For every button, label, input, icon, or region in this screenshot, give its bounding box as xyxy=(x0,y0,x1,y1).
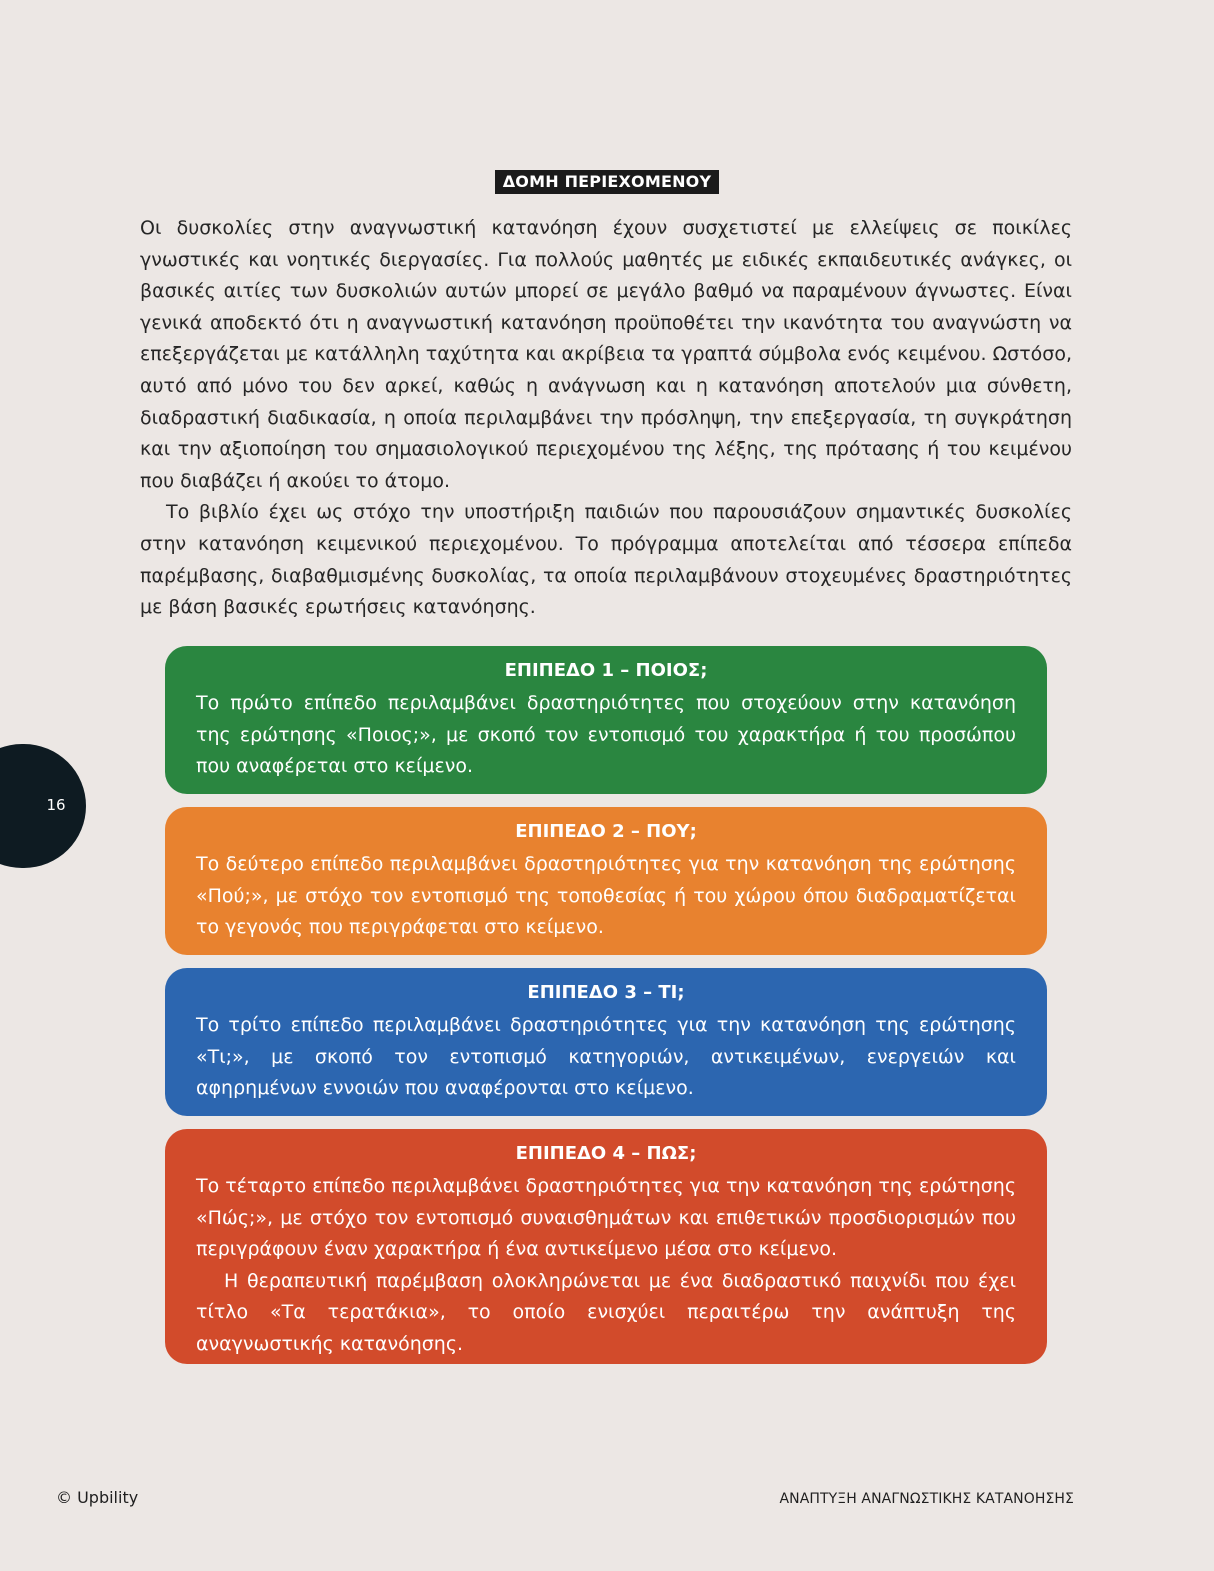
intro-text xyxy=(140,213,1072,624)
section-heading: ΔΟΜΗ ΠΕΡΙΕΧΟΜΕΝΟΥ xyxy=(495,170,720,194)
footer-copyright: © Upbility xyxy=(56,1488,139,1507)
intro-paragraph-1: Οι δυσκολίες στην αναγνωστική κατανόηση έχουν συσχετιστεί με ελλείψεις σε ποικίλες γνωστικές και νοητικές διεργασίες. Για πολλούς μαθητές με ειδικές εκπαιδευτικές ανάγκες, οι βασικές αιτίες των δυσκολιών αυτών μπορεί σε μεγάλο βαθμό να παραμένουν άγνωστες. Είναι γενικά αποδεκτό ότι η αναγνωστική κατανόηση προϋποθέτει την ικανότητα του αναγνώστη να επεξεργάζεται με κατάλληλη ταχύτητα και ακρίβεια τα γραπτά σύμβολα ενός κειμένου. Ωστόσο, αυτό από μόνο του δεν αρκεί, καθώς η ανάγνωση και η κατανόηση αποτελούν μια σύνθετη, διαδραστική διαδικασία, η οποία περιλαμβάνει την πρόσληψη, την επεξεργασία, τη συγκράτηση και την αξιοποίηση του σημασιολογικού περιεχομένου της λέξης, της πρότασης ή του κειμένου που διαβάζει ή ακούει το άτομο. xyxy=(140,217,1072,492)
level-4-text: Το τέταρτο επίπεδο περιλαμβάνει δραστηριότητες για την κατανόηση της ερώτησης «Πώς;», με στόχο τον εντοπισμό συναισθημάτων και επιθετικών προσδιορισμών που περιγράφουν έναν χαρακτήρα ή ένα αντικείμενο μέσα στο κείμενο. xyxy=(196,1175,1016,1261)
section-heading-wrap xyxy=(0,170,1214,194)
level-1-text: Το πρώτο επίπεδο περιλαμβάνει δραστηριότητες που στοχεύουν στην κατανόηση της ερώτησης «Ποιος;», με σκοπό τον εντοπισμό του χαρακτήρα ή του προσώπου που αναφέρεται στο κείμενο. xyxy=(196,692,1016,778)
intro-paragraph-2: Το βιβλίο έχει ως στόχο την υποστήριξη παιδιών που παρουσιάζουν σημαντικές δυσκολίες στην κατανόηση κειμενικού περιεχομένου. Το πρόγραμμα αποτελείται από τέσσερα επίπεδα παρέμβασης, διαβαθμισμένης δυσκολίας, τα οποία περιλαμβάνουν στοχευμένες δραστηριότητες με βάση βασικές ερωτήσεις κατανόησης. xyxy=(140,501,1072,619)
level-2-text: Το δεύτερο επίπεδο περιλαμβάνει δραστηριότητες για την κατανόηση της ερώτησης «Πού;», με στόχο τον εντοπισμό της τοποθεσίας ή του χώρου όπου διαδραματίζεται το γεγονός που περιγράφεται στο κείμενο. xyxy=(196,853,1016,939)
level-1-title: ΕΠΙΠΕΔΟ 1 – ΠΟΙΟΣ; xyxy=(504,660,708,681)
page-number: 16 xyxy=(46,796,66,814)
level-2-box xyxy=(165,807,1047,955)
footer-book-title: ΑΝΑΠΤΥΞΗ ΑΝΑΓΝΩΣΤΙΚΗΣ ΚΑΤΑΝΟΗΣΗΣ xyxy=(779,1491,1074,1507)
level-3-title: ΕΠΙΠΕΔΟ 3 – ΤΙ; xyxy=(527,982,685,1003)
level-4-closing-text: Η θεραπευτική παρέμβαση ολοκληρώνεται με ένα διαδραστικό παιχνίδι που έχει τίτλο «Τα τερατάκια», το οποίο ενισχύει περαιτέρω την ανάπτυξη της αναγνωστικής κατανόησης. xyxy=(196,1269,1016,1355)
level-2-title: ΕΠΙΠΕΔΟ 2 – ΠΟΥ; xyxy=(515,821,697,842)
level-3-text: Το τρίτο επίπεδο περιλαμβάνει δραστηριότητες για την κατανόηση της ερώτησης «Τι;», με σκοπό τον εντοπισμό κατηγοριών, αντικειμένων, ενεργειών και αφηρημένων εννοιών που αναφέρονται στο κείμενο. xyxy=(196,1014,1016,1100)
level-3-box xyxy=(165,968,1047,1116)
level-4-title: ΕΠΙΠΕΔΟ 4 – ΠΩΣ; xyxy=(515,1143,697,1164)
level-4-box xyxy=(165,1129,1047,1364)
level-1-box xyxy=(165,646,1047,794)
